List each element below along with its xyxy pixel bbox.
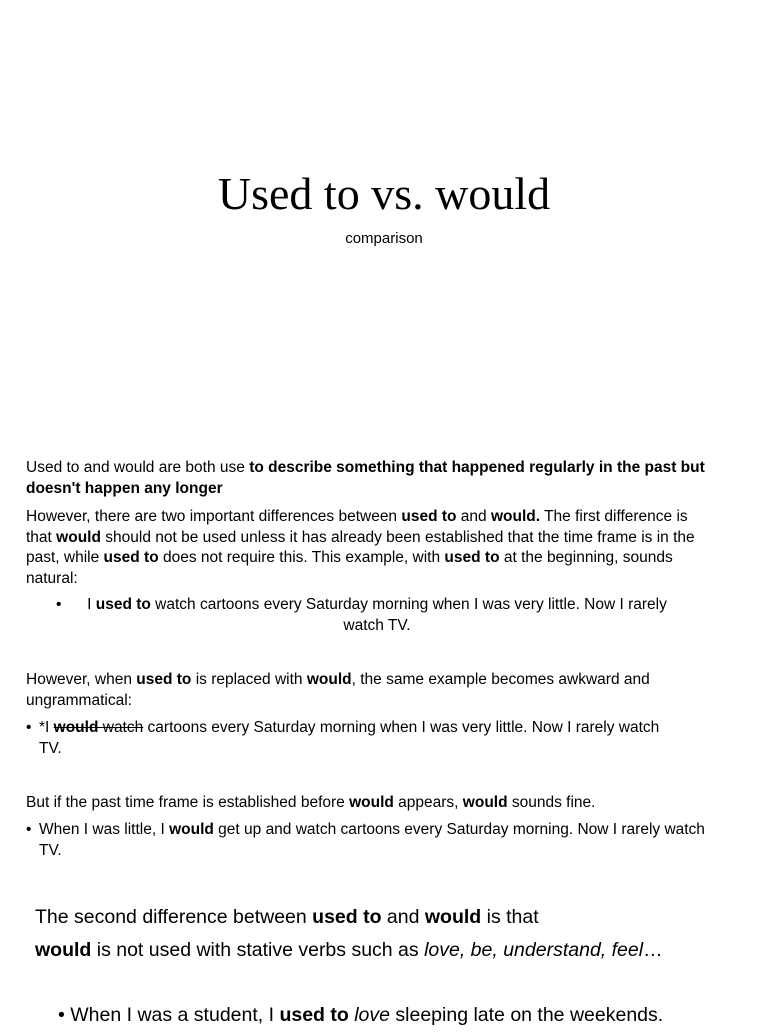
slide-subtitle: comparison xyxy=(345,230,423,247)
text-span: watch xyxy=(98,719,144,736)
text-span: However, there are two important differences between xyxy=(26,508,402,525)
text-span: does not require this. This example, with xyxy=(158,549,445,566)
established-paragraph xyxy=(26,793,716,814)
intro-bold-text: to describe something that happened regularly in the past but doesn't happen any longer xyxy=(26,459,705,497)
text-span: But if the past time frame is established before xyxy=(26,794,350,811)
replacement-paragraph xyxy=(26,670,696,711)
text-span: However, when xyxy=(26,671,137,688)
text-span: is that xyxy=(481,906,539,928)
text-span: watch cartoons every Saturday morning when I was very little. Now I rarely watch TV. xyxy=(150,596,667,634)
bullet-icon: • xyxy=(56,596,62,613)
bullet-icon: • xyxy=(26,821,32,838)
second-difference-line-1 xyxy=(35,901,735,934)
text-span: sounds fine. xyxy=(507,794,596,811)
bold-would: would xyxy=(35,939,92,961)
bold-used-to: used to xyxy=(401,508,457,525)
example-fine xyxy=(26,820,716,861)
text-span: get up and watch cartoons every Saturday morning. Now I rarely watch TV. xyxy=(39,821,705,859)
text-span: … xyxy=(643,939,663,961)
text-span: should not be used unless it has already been established that the time frame is in the past, while xyxy=(26,528,695,566)
bold-used-to: used to xyxy=(444,549,500,566)
text-span: and xyxy=(456,508,491,525)
text-span: cartoons every Saturday morning when I was very little. Now I rarely watch TV. xyxy=(39,719,660,757)
intro-paragraph xyxy=(26,458,716,499)
text-span: The second difference between xyxy=(35,906,313,928)
example-ungrammatical xyxy=(26,718,666,759)
text-span: The first difference is that xyxy=(26,508,688,546)
text-span: and xyxy=(381,906,425,928)
bold-used-to: used to xyxy=(136,671,192,688)
bold-would: would xyxy=(424,906,482,928)
text-span: is not used with stative verbs such as xyxy=(91,939,425,961)
text-span: When I was a student, I xyxy=(70,1004,280,1026)
bullet-icon: • xyxy=(26,719,32,736)
slide-title: Used to vs. would xyxy=(217,168,551,219)
first-difference-paragraph xyxy=(26,507,704,589)
bold-would: would xyxy=(462,794,508,811)
bold-used-to: used to xyxy=(279,1004,349,1026)
bullet-icon: • xyxy=(58,1004,65,1026)
bold-used-to: used to xyxy=(95,596,151,613)
text-span: I xyxy=(87,596,96,613)
italic-stative-verbs: love, be, understand, feel xyxy=(424,939,644,961)
bold-would: would xyxy=(306,671,352,688)
text-span: sleeping late on the weekends. xyxy=(389,1004,664,1026)
example-stative xyxy=(58,999,748,1032)
intro-text: Used to and would are both use xyxy=(26,459,250,476)
text-span: , the same example becomes awkward and ungrammatical: xyxy=(26,671,650,709)
struck-would xyxy=(54,719,144,736)
bold-would: would xyxy=(53,719,99,736)
text-span: at the beginning, sounds natural: xyxy=(26,549,673,587)
text-span: is replaced with xyxy=(191,671,307,688)
example-natural xyxy=(56,595,688,636)
bold-would: would xyxy=(56,528,101,546)
text-span: appears, xyxy=(393,794,463,811)
italic-love: love xyxy=(354,1004,390,1026)
example-fine-text xyxy=(26,820,716,861)
bold-used-to: used to xyxy=(312,906,382,928)
bold-used-to: used to xyxy=(103,549,159,566)
second-difference-line-2 xyxy=(35,934,735,967)
bold-would: would xyxy=(349,794,394,811)
text-span: When I was little, I xyxy=(39,821,170,838)
text-span: *I xyxy=(39,719,54,736)
bold-would: would. xyxy=(490,508,541,525)
bold-would: would xyxy=(169,821,214,838)
example-ungrammatical-text xyxy=(26,718,666,759)
example-natural-text xyxy=(56,595,688,636)
